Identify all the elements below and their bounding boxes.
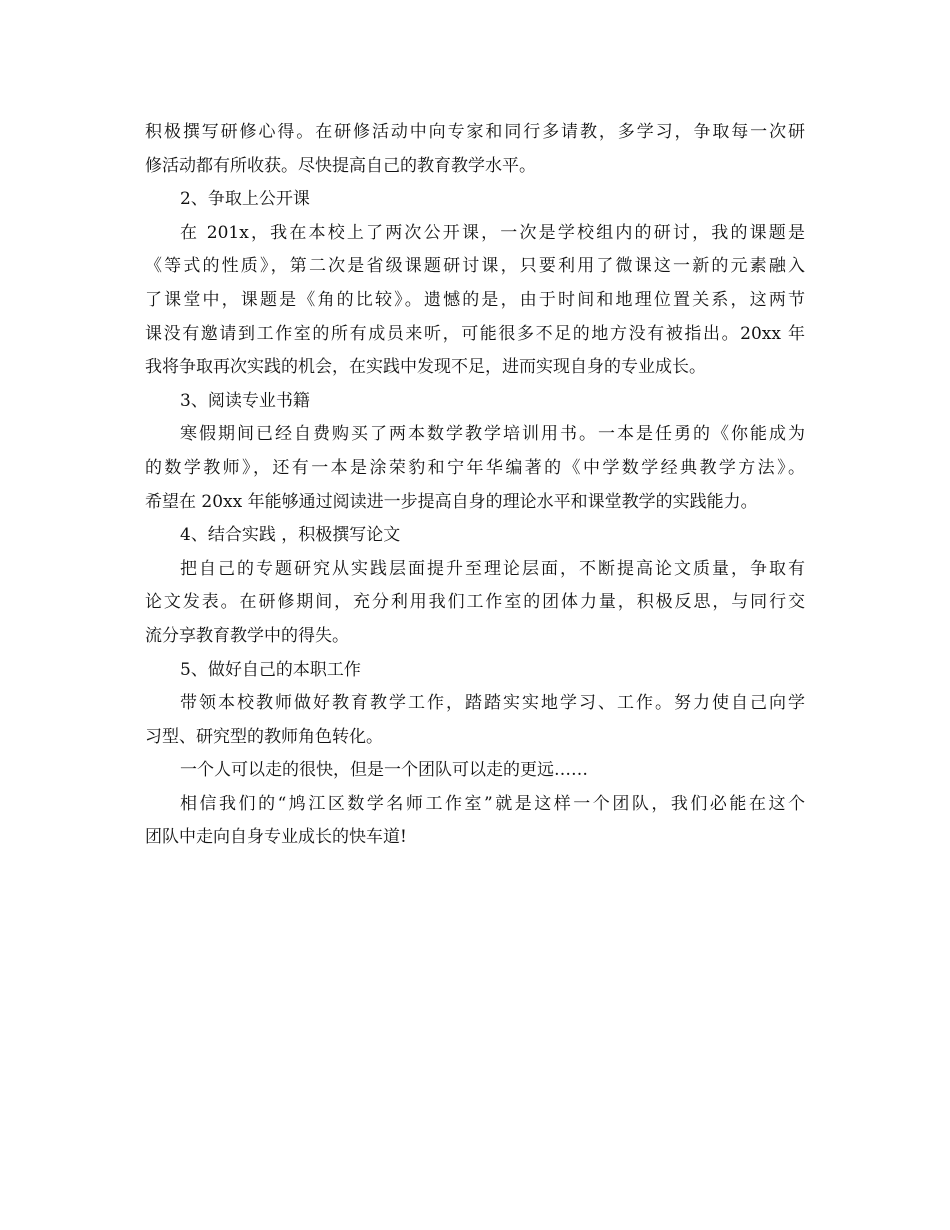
paragraph-line: 论文发表。在研修期间，充分利用我们工作室的团体力量，积极反思，与同行交 — [145, 592, 805, 613]
paragraph-line: 相信我们的“鸠江区数学名师工作室”就是这样一个团队，我们必能在这个 — [180, 793, 805, 814]
section-heading: 2、争取上公开课 — [180, 189, 310, 210]
paragraph-line: 一个人可以走的很快，但是一个团队可以走的更远…… — [180, 760, 588, 781]
section-heading: 5、做好自己的本职工作 — [180, 659, 361, 680]
section-heading: 3、阅读专业书籍 — [180, 390, 310, 411]
paragraph-line: 在 201x，我在本校上了两次公开课，一次是学校组内的研讨，我的课题是 — [180, 222, 805, 243]
paragraph-line: 课没有邀请到工作室的所有成员来听，可能很多不足的地方没有被指出。20xx 年 — [145, 323, 805, 344]
document-body — [145, 116, 805, 855]
paragraph-line: 带领本校教师做好教育教学工作，踏踏实实地学习、工作。努力使自己向学 — [180, 693, 805, 714]
section-heading: 4、结合实践 ，积极撰写论文 — [180, 525, 401, 546]
paragraph-line: 我将争取再次实践的机会，在实践中发现不足，进而实现自身的专业成长。 — [145, 357, 706, 378]
paragraph-line: 《等式的性质》，第二次是省级课题研讨课，只要利用了微课这一新的元素融入 — [145, 256, 805, 277]
paragraph-line: 习型、研究型的教师角色转化。 — [145, 726, 383, 747]
paragraph-line: 寒假期间已经自费购买了两本数学教学培训用书。一本是任勇的《你能成为 — [180, 424, 805, 445]
paragraph-line: 积极撰写研修心得。在研修活动中向专家和同行多请教，多学习，争取每一次研 — [145, 122, 805, 142]
paragraph-line: 的数学教师》，还有一本是涂荣豹和宁年华编著的《中学数学经典教学方法》。 — [145, 457, 805, 478]
paragraph-line: 修活动都有所收获。尽快提高自己的教育教学水平。 — [145, 155, 536, 176]
paragraph-line: 团队中走向自身专业成长的快车道! — [145, 827, 407, 848]
paragraph-line: 了课堂中，课题是《角的比较》。遗憾的是，由于时间和地理位置关系，这两节 — [145, 289, 805, 310]
paragraph-line: 把自己的专题研究从实践层面提升至理论层面，不断提高论文质量，争取有 — [180, 558, 805, 579]
paragraph-line: 希望在 20xx 年能够通过阅读进一步提高自身的理论水平和课堂教学的实践能力。 — [145, 491, 758, 512]
paragraph-line: 流分享教育教学中的得失。 — [145, 625, 349, 646]
